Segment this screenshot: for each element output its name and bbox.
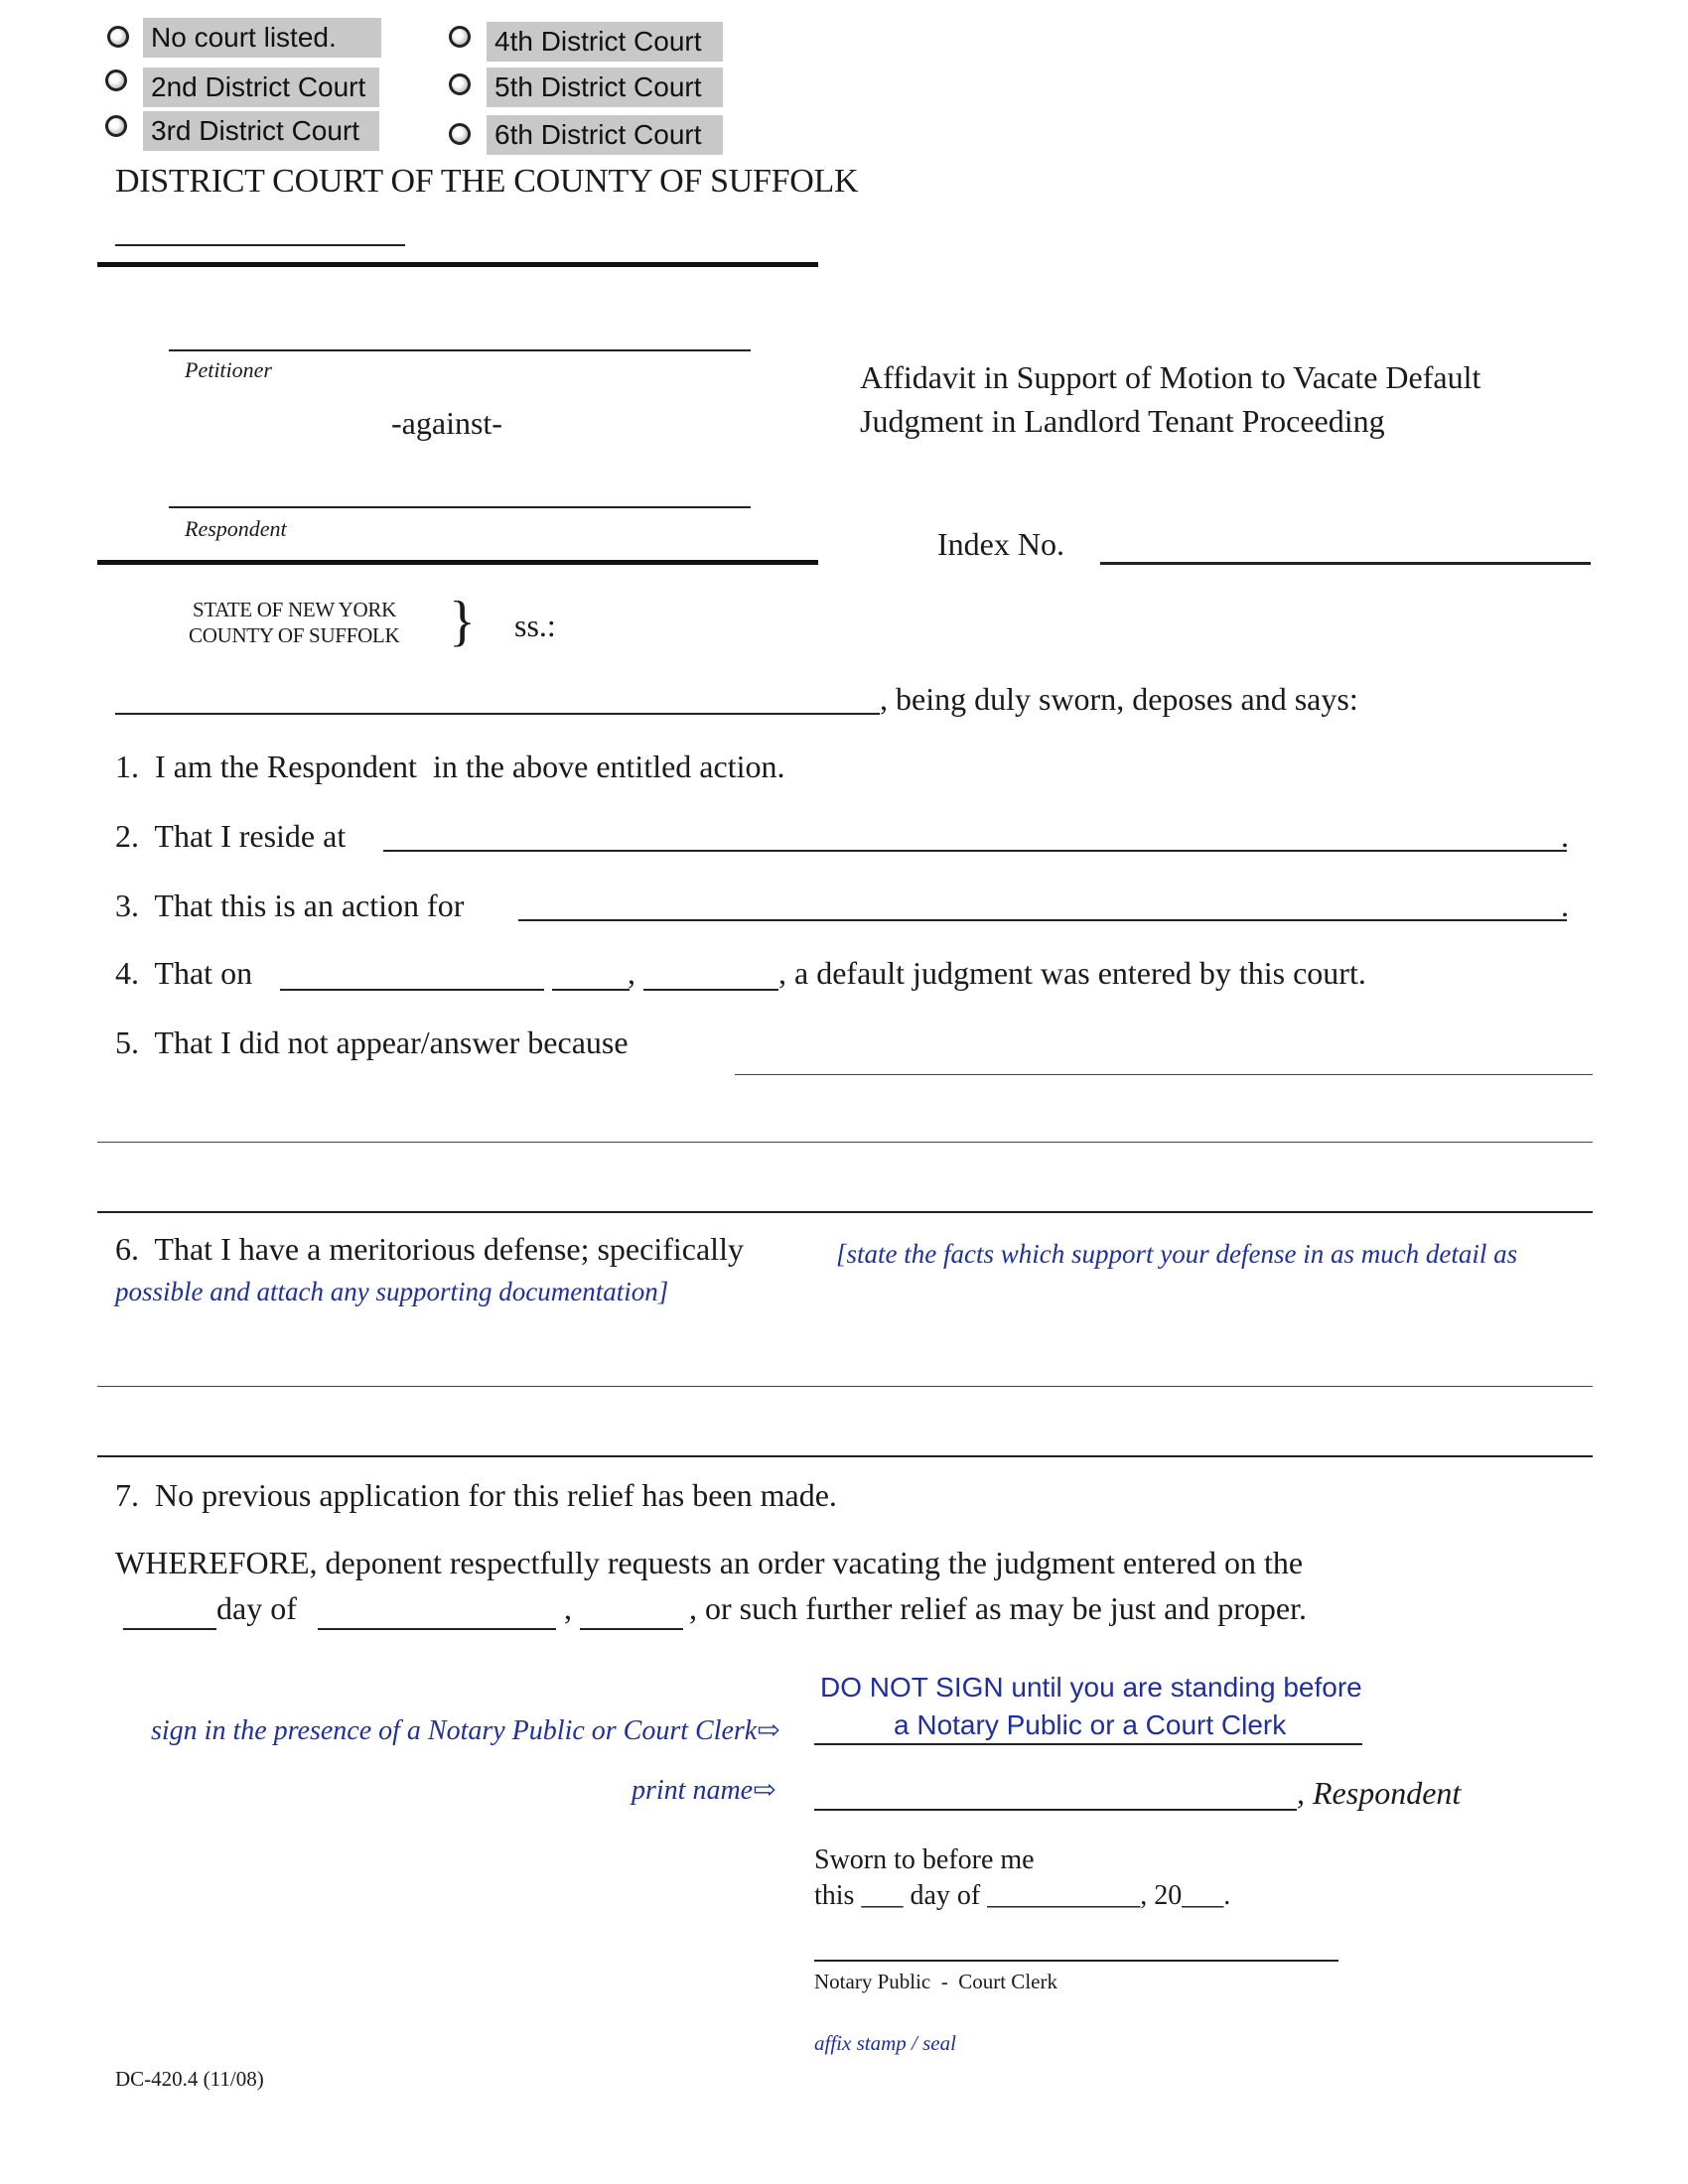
radio-4th-district[interactable]	[449, 26, 471, 48]
venue-state: STATE OF NEW YORK	[193, 598, 396, 621]
item-5-label: 5. That I did not appear/answer because	[115, 1024, 629, 1060]
do-not-sign-warning: a Notary Public or a Court Clerk	[894, 1709, 1287, 1740]
sign-prompt: sign in the presence of a Notary Public or Court Clerk⇨	[151, 1715, 780, 1746]
defense-facts-field[interactable]	[97, 1455, 1593, 1457]
item-2-label: 2. That I reside at	[115, 818, 347, 854]
venue-brace: }	[449, 591, 476, 652]
radio-2nd-district[interactable]	[105, 69, 127, 91]
item-6-label: 6. That I have a meritorious defense; specifically	[115, 1231, 744, 1267]
sworn-before-me: Sworn to before me	[814, 1844, 1035, 1875]
print-name-field[interactable]	[814, 1809, 1297, 1811]
wherefore-clause: WHEREFORE, deponent respectfully requests an order vacating the judgment entered on the	[115, 1545, 1304, 1580]
radio-5th-district[interactable]	[449, 73, 471, 95]
document-title-line2: Judgment in Landlord Tenant Proceeding	[860, 403, 1385, 439]
court-option-label: 4th District Court	[487, 22, 723, 62]
print-name-prompt: print name⇨	[632, 1775, 776, 1806]
wherefore-comma: ,	[564, 1590, 572, 1626]
judgment-day-field[interactable]	[552, 989, 630, 991]
court-option-label: 2nd District Court	[143, 68, 379, 107]
against-text: -against-	[391, 405, 502, 441]
deponent-name-field[interactable]	[115, 713, 880, 715]
wherefore-closing: , or such further relief as may be just and proper.	[689, 1590, 1308, 1626]
item-2-period: .	[1561, 818, 1569, 854]
stamp-seal-label: affix stamp / seal	[814, 2031, 956, 2055]
do-not-sign-warning: DO NOT SIGN until you are standing before	[820, 1672, 1362, 1703]
venue-ss: ss.:	[514, 608, 556, 643]
sworn-statement: , being duly sworn, deposes and says:	[880, 681, 1358, 717]
court-option-label: No court listed.	[143, 18, 381, 58]
form-id: DC-420.4 (11/08)	[115, 2067, 264, 2091]
action-type-field[interactable]	[518, 919, 1567, 921]
item-4-comma: ,	[628, 955, 635, 991]
index-number-label: Index No.	[937, 526, 1064, 562]
wherefore-month-field[interactable]	[318, 1628, 556, 1630]
item-3-period: .	[1561, 887, 1569, 923]
non-appearance-reason-field[interactable]	[735, 1074, 1593, 1075]
sworn-date-line: this ___ day of ___________, 20___.	[814, 1880, 1231, 1911]
item-6-instruction: [state the facts which support your defense in as much detail as	[836, 1239, 1518, 1269]
radio-no-court[interactable]	[107, 26, 129, 48]
court-name-field[interactable]	[115, 244, 405, 246]
item-4-label: 4. That on	[115, 955, 253, 991]
item-6-instruction: possible and attach any supporting documentation]	[115, 1277, 669, 1306]
wherefore-day-field[interactable]	[123, 1628, 216, 1630]
court-title: DISTRICT COURT OF THE COUNTY OF SUFFOLK	[115, 163, 859, 200]
wherefore-year-field[interactable]	[580, 1628, 683, 1630]
item-7: 7. No previous application for this relief has been made.	[115, 1477, 837, 1513]
residence-address-field[interactable]	[383, 850, 1567, 852]
defense-facts-field[interactable]	[97, 1386, 1593, 1387]
radio-6th-district[interactable]	[449, 123, 471, 145]
judgment-year-field[interactable]	[643, 989, 778, 991]
index-number-field[interactable]	[1100, 562, 1591, 565]
item-3-label: 3. That this is an action for	[115, 887, 465, 923]
respondent-name-field[interactable]	[169, 506, 751, 508]
item-1: 1. I am the Respondent in the above entitled action.	[115, 749, 785, 784]
respondent-signature-field[interactable]	[814, 1743, 1362, 1745]
venue-county: COUNTY OF SUFFOLK	[189, 623, 400, 647]
caption-bottom-rule	[97, 560, 818, 565]
court-option-label: 3rd District Court	[143, 111, 379, 151]
non-appearance-reason-field[interactable]	[97, 1211, 1593, 1213]
radio-3rd-district[interactable]	[105, 115, 127, 137]
petitioner-name-field[interactable]	[169, 349, 751, 351]
respondent-label: Respondent	[185, 516, 287, 541]
non-appearance-reason-field[interactable]	[97, 1142, 1593, 1143]
respondent-suffix: , Respondent	[1297, 1775, 1462, 1811]
wherefore-day-of: day of	[216, 1590, 297, 1626]
petitioner-label: Petitioner	[185, 357, 272, 382]
caption-top-rule	[97, 262, 818, 267]
notary-label: Notary Public - Court Clerk	[814, 1970, 1057, 1993]
notary-signature-field[interactable]	[814, 1960, 1338, 1962]
court-option-label: 5th District Court	[487, 68, 723, 107]
judgment-month-field[interactable]	[280, 989, 544, 991]
court-option-label: 6th District Court	[487, 115, 723, 155]
item-4-statement: , a default judgment was entered by this court.	[778, 955, 1366, 991]
document-title-line1: Affidavit in Support of Motion to Vacate Default	[860, 359, 1481, 395]
